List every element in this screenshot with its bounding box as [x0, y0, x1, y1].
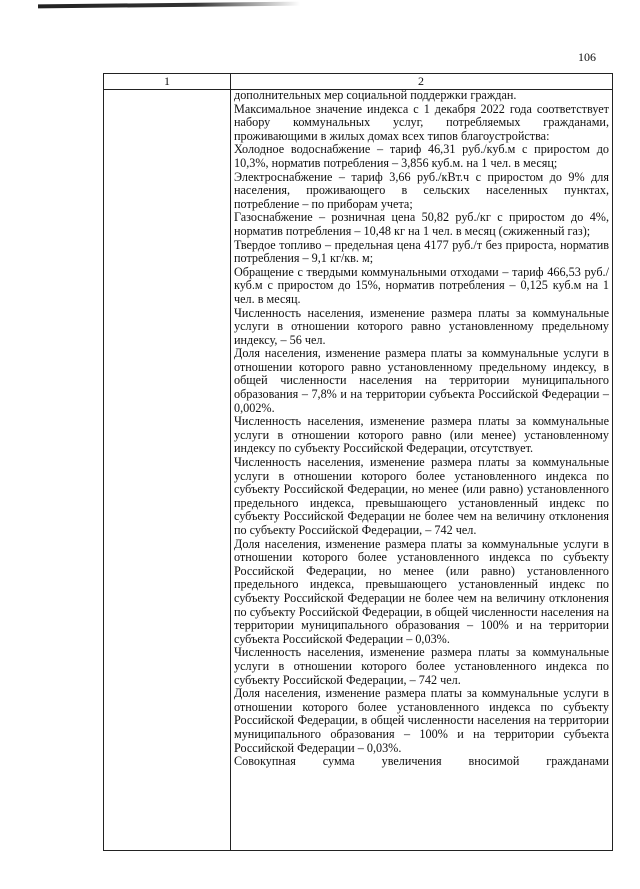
- paragraph: Численность населения, изменение размера платы за коммунальные услуги в отношении которого более установленного индекса по субъекту Российской Федерации, – 742 чел.: [234, 645, 609, 687]
- paragraph: Твердое топливо – предельная цена 4177 руб./т без прироста, норматив потребления – 9,1 кг/кв. м;: [234, 237, 609, 266]
- paragraph: Максимальное значение индекса с 1 декабря 2022 года соответствует набору коммунальных услуг, потребляемых гражданами, проживающими в жилых домах всех типов благоустройства:: [234, 101, 609, 143]
- paragraph: Доля населения, изменение размера платы за коммунальные услуги в отношении которого более установленного индекса по субъекту Российской Федерации, но менее (или равно) установленного предельного индекса, превышающего установленный индекс по субъекту Российской Федерации не более чем на величину отклонения по субъекту Российской Федерации, в общей численности населения на территории муниципального образования – 100% и на территории субъекта Российской Федерации – 0,03%.: [234, 536, 609, 646]
- document-table: [103, 73, 613, 851]
- paragraph: дополнительных мер социальной поддержки граждан.: [234, 88, 517, 102]
- column-divider: [230, 74, 231, 850]
- paragraph: Совокупная сумма увеличения вносимой гражданами: [234, 754, 609, 769]
- paragraph: Электроснабжение – тариф 3,66 руб./кВт.ч с приростом до 9% для населения, проживающего в сельских населенных пунктах, потребление – по приборам учета;: [234, 169, 609, 211]
- column-header-1: 1: [164, 74, 170, 88]
- column-header-2: 2: [418, 74, 424, 88]
- paragraph: Газоснабжение – розничная цена 50,82 руб./кг с приростом до 4%, норматив потребления – 10,48 кг на 1 чел. в месяц (сжиженный газ);: [234, 210, 609, 238]
- paragraph: Доля населения, изменение размера платы за коммунальные услуги в отношении которого более установленного индекса по субъекту Российской Федерации, в общей численности населения на территории муниципального образования – 100% и на территории субъекта Российской Федерации – 0,03%.: [234, 686, 609, 755]
- paragraph: Холодное водоснабжение – тариф 46,31 руб./куб.м с приростом до 10,3%, норматив потребления – 3,856 куб.м. на 1 чел. в месяц;: [234, 142, 609, 170]
- scan-edge-mark: [38, 2, 300, 9]
- column-2-content: [234, 89, 609, 769]
- paragraph: Численность населения, изменение размера платы за коммунальные услуги в отношении которого равно (или менее) установленному индексу по субъекту Российской Федерации, отсутствует.: [234, 414, 609, 456]
- page-number: 106: [578, 50, 596, 64]
- paragraph: Численность населения, изменение размера платы за коммунальные услуги в отношении которого равно установленному предельному индексу, – 56 чел.: [234, 305, 609, 347]
- paragraph: Обращение с твердыми коммунальными отходами – тариф 466,53 руб./куб.м с приростом до 15%, норматив потребления – 0,125 куб.м на 1 чел. в месяц.: [234, 264, 609, 306]
- paragraph: Численность населения, изменение размера платы за коммунальные услуги в отношении которого более установленного индекса по субъекту Российской Федерации, но менее (или равно) установленного предельного индекса, превышающего установленный индекс по субъекту Российской Федерации не более чем на величину отклонения по субъекту Российской Федерации, – 742 чел.: [234, 455, 609, 537]
- paragraph: Доля населения, изменение размера платы за коммунальные услуги в отношении которого равно установленному предельному индексу, в общей численности населения на территории муниципального образования – 7,8% и на территории субъекта Российской Федерации – 0,002%.: [234, 346, 609, 415]
